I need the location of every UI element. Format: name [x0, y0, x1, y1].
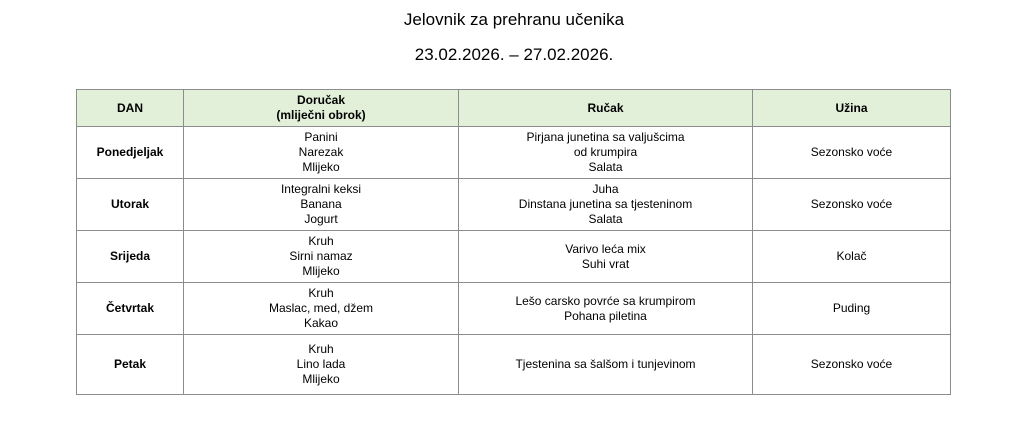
table-row — [77, 335, 951, 395]
table-row — [77, 231, 951, 283]
breakfast-item: Jogurt — [304, 212, 338, 226]
table-row — [77, 179, 951, 231]
lunch-item: Juha — [592, 182, 619, 196]
column-header-day: DAN — [77, 90, 184, 127]
breakfast-item: Mlijeko — [302, 160, 340, 174]
lunch-item: Lešo carsko povrće sa krumpirom — [515, 293, 696, 308]
day-cell: Srijeda — [77, 231, 184, 283]
breakfast-item: Banana — [300, 197, 342, 211]
day-cell: Utorak — [77, 179, 184, 231]
snack-cell: Sezonsko voće — [753, 127, 951, 179]
column-header-snack: Užina — [753, 90, 951, 127]
breakfast-item: Kruh — [308, 342, 334, 356]
column-header-breakfast — [184, 90, 459, 127]
snack-cell: Kolač — [753, 231, 951, 283]
snack-cell: Puding — [753, 283, 951, 335]
lunch-item: Salata — [588, 212, 623, 226]
table-body — [77, 127, 951, 395]
table-header-row — [77, 90, 951, 127]
lunch-item: Dinstana junetina sa tjesteninom — [518, 197, 693, 211]
lunch-item: Pohana piletina — [564, 308, 647, 323]
lunch-cell — [459, 283, 753, 335]
column-header-breakfast-title: Doručak — [296, 93, 346, 107]
breakfast-item: Mlijeko — [302, 372, 340, 386]
breakfast-item: Lino lada — [296, 357, 346, 371]
date-range: 23.02.2026. – 27.02.2026. — [414, 45, 614, 64]
day-cell: Ponedjeljak — [77, 127, 184, 179]
table-row — [77, 127, 951, 179]
breakfast-cell — [184, 283, 459, 335]
lunch-item: od krumpira — [573, 145, 638, 159]
lunch-item: Tjestenina sa šalšom i tunjevinom — [515, 357, 696, 371]
breakfast-item: Kakao — [303, 316, 339, 330]
table-row — [77, 283, 951, 335]
breakfast-cell — [184, 335, 459, 395]
day-cell: Petak — [77, 335, 184, 395]
breakfast-item: Mlijeko — [302, 264, 340, 278]
lunch-cell — [459, 179, 753, 231]
breakfast-cell — [184, 231, 459, 283]
breakfast-item: Maslac, med, džem — [268, 301, 374, 315]
snack-cell: Sezonsko voće — [753, 335, 951, 395]
lunch-cell — [459, 335, 753, 395]
breakfast-cell — [184, 127, 459, 179]
lunch-item: Salata — [588, 160, 623, 174]
lunch-cell — [459, 127, 753, 179]
lunch-item: Varivo leća mix — [565, 241, 646, 256]
lunch-item: Suhi vrat — [581, 256, 630, 271]
lunch-cell — [459, 231, 753, 283]
breakfast-item: Kruh — [308, 286, 334, 300]
day-cell: Četvrtak — [77, 283, 184, 335]
column-header-breakfast-subtitle: (mliječni obrok) — [276, 108, 366, 122]
snack-cell: Sezonsko voće — [753, 179, 951, 231]
page-title: Jelovnik za prehranu učenika — [403, 10, 625, 29]
column-header-lunch: Ručak — [459, 90, 753, 127]
breakfast-cell — [184, 179, 459, 231]
breakfast-item: Kruh — [308, 234, 334, 248]
lunch-item: Pirjana junetina sa valjušcima — [526, 130, 685, 144]
breakfast-item: Integralni keksi — [280, 182, 362, 196]
breakfast-item: Panini — [304, 130, 338, 144]
breakfast-item: Sirni namaz — [289, 249, 353, 263]
breakfast-item: Narezak — [298, 145, 344, 159]
menu-table — [76, 89, 951, 395]
